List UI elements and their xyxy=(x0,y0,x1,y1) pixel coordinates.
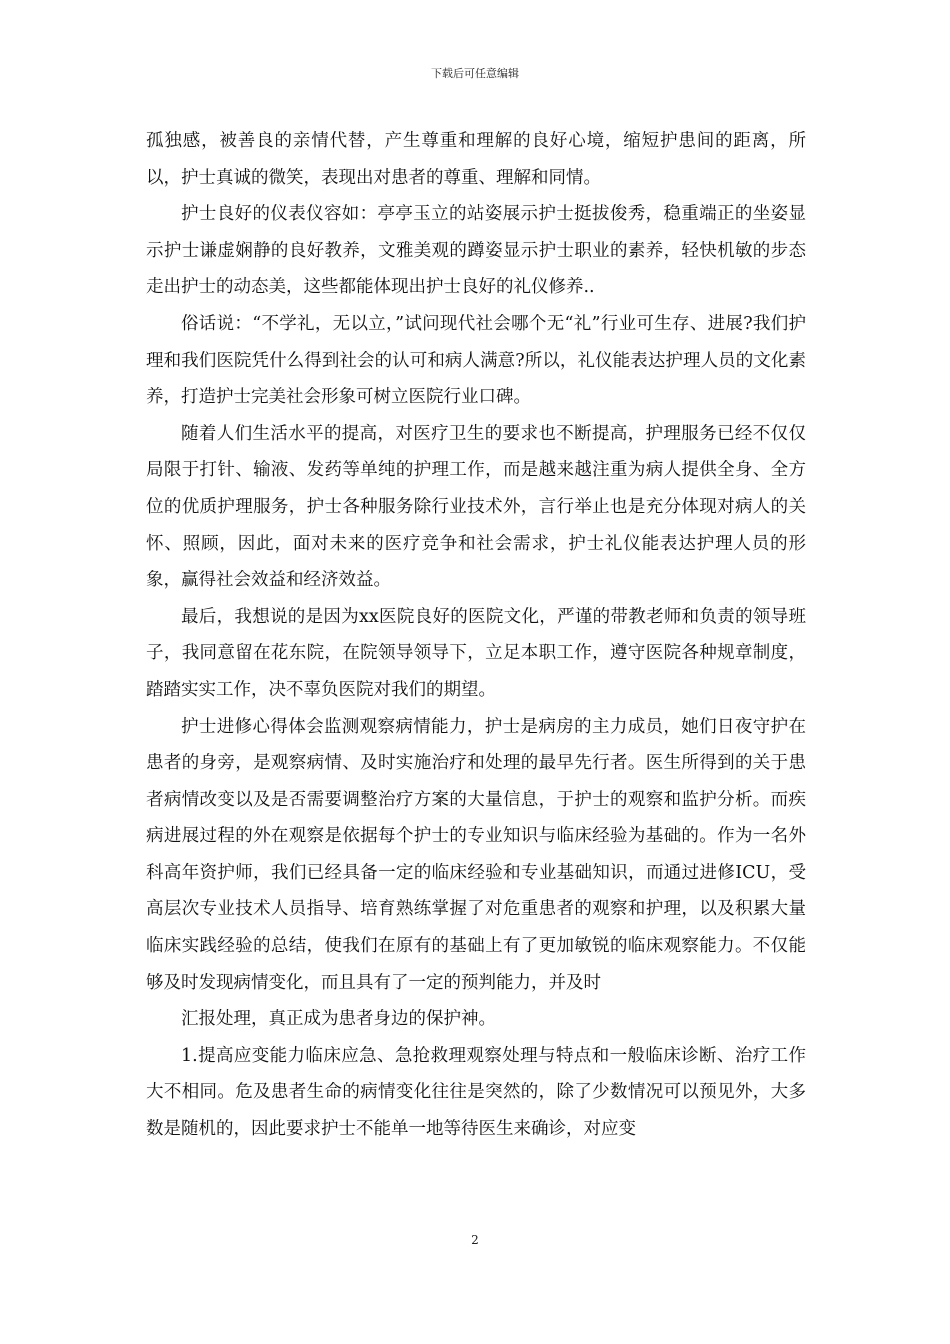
document-body xyxy=(146,123,806,1148)
paragraph: 俗话说：“不学礼，无以立，”试问现代社会哪个无“礼”行业可生存、进展?我们护理和我们医院凭什么得到社会的认可和病人满意?所以，礼仪能表达护理人员的文化素养，打造护士完美社会形象可树立医院行业口碑。 xyxy=(146,313,806,408)
paragraph: 孤独感，被善良的亲情代替，产生尊重和理解的良好心境，缩短护患间的距离，所以，护士真诚的微笑，表现出对患者的尊重、理解和同情。 xyxy=(146,131,806,188)
paragraph: 1.提高应变能力临床应急、急抢救理观察处理与特点和一般临床诊断、治疗工作大不相同。危及患者生命的病情变化往往是突然的，除了少数情况可以预见外，大多数是随机的，因此要求护士不能单一地等待医生来确诊，对应变 xyxy=(146,1045,806,1140)
paragraph: 护士良好的仪表仪容如：亭亭玉立的站姿展示护士挺拔俊秀，稳重端正的坐姿显示护士谦虚娴静的良好教养，文雅美观的蹲姿显示护士职业的素养，轻快机敏的步态走出护士的动态美，这些都能体现出护士良好的礼仪修养.. xyxy=(146,204,806,298)
page-header: 下载后可任意编辑 xyxy=(431,67,519,80)
paragraph: 护士进修心得体会监测观察病情能力，护士是病房的主力成员，她们日夜守护在患者的身旁，是观察病情、及时实施治疗和处理的最早先行者。医生所得到的关于患者病情改变以及是否需要调整治疗方案的大量信息，于护士的观察和监护分析。而疾病进展过程的外在观察是依据每个护士的专业知识与临床经验为基础的。作为一名外科高年资护师，我们已经具备一定的临床经验和专业基础知识，而通过进修ICU，受高层次专业技术人员指导、培育熟练掌握了对危重患者的观察和护理，以及积累大量临床实践经验的总结，使我们在原有的基础上有了更加敏锐的临床观察能力。不仅能够及时发现病情变化，而且具有了一定的预判能力，并及时 xyxy=(146,716,806,993)
paragraph: 最后，我想说的是因为xx医院良好的医院文化，严谨的带教老师和负责的领导班子，我同意留在花东院，在院领导领导下，立足本职工作，遵守医院各种规章制度，踏踏实实工作，决不辜负医院对我们的期望。 xyxy=(146,606,806,700)
page-number: 2 xyxy=(471,1233,479,1247)
paragraph: 随着人们生活水平的提高，对医疗卫生的要求也不断提高，护理服务已经不仅仅局限于打针、输液、发药等单纯的护理工作，而是越来越注重为病人提供全身、全方位的优质护理服务，护士各种服务除行业技术外，言行举止也是充分体现对病人的关怀、照顾，因此，面对未来的医疗竞争和社会需求，护士礼仪能表达护理人员的形象，赢得社会效益和经济效益。 xyxy=(146,423,806,591)
paragraph: 汇报处理，真正成为患者身边的保护神。 xyxy=(181,1009,496,1030)
